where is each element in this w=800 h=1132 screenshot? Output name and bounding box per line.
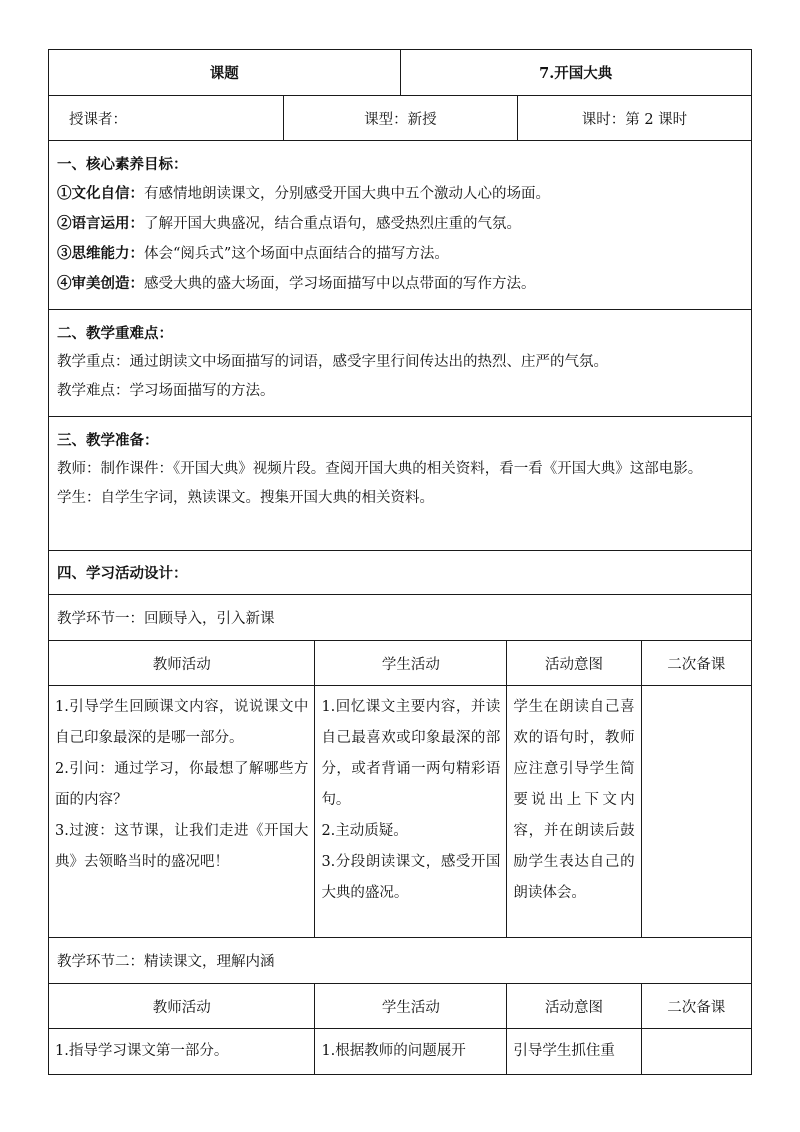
topic-label: 课题 xyxy=(49,50,401,96)
segment2-title-table xyxy=(48,937,752,984)
segment2-teacher-cell xyxy=(49,1029,315,1075)
goal-item: ②语言运用：了解开国大典盛况，结合重点语句，感受热烈庄重的气氛。 xyxy=(57,215,521,232)
list-item: 1.回忆课文主要内容，并读自己最喜欢或印象最深的部分，或者背诵一两句精彩语句。 xyxy=(321,699,501,808)
list-item: 3.过渡：这节课，让我们走进《开国大典》去领略当时的盛况吧！ xyxy=(55,823,309,870)
keypoint-line: 教学难点：学习场面描写的方法。 xyxy=(57,383,275,399)
col-notes: 二次备课 xyxy=(641,984,751,1029)
segment1-notes-cell xyxy=(641,686,751,938)
lesson-plan-sheet xyxy=(48,49,752,1075)
activity-title: 四、学习活动设计： xyxy=(49,551,752,595)
col-notes: 二次备课 xyxy=(641,641,751,686)
header-table xyxy=(48,49,752,96)
goal-item: ①文化自信：有感情地朗读课文，分别感受开国大典中五个激动人心的场面。 xyxy=(57,185,550,202)
prep-line: 学生：自学生字词，熟读课文。搜集开国大典的相关资料。 xyxy=(57,490,434,506)
segment2-student-cell xyxy=(315,1029,507,1075)
segment2-table xyxy=(48,983,752,1075)
col-teacher-activity: 教师活动 xyxy=(49,641,315,686)
goals-section xyxy=(49,141,752,310)
list-item: 1.根据教师的问题展开 xyxy=(321,1043,466,1059)
segment1-table xyxy=(48,640,752,938)
sections-table xyxy=(48,140,752,641)
list-item: 2.主动质疑。 xyxy=(321,823,408,839)
lesson-type: 课型：新授 xyxy=(283,96,517,141)
segment1-student-cell xyxy=(315,686,507,938)
col-intent: 活动意图 xyxy=(507,641,641,686)
col-intent: 活动意图 xyxy=(507,984,641,1029)
segment1-teacher-cell xyxy=(49,686,315,938)
keypoints-section xyxy=(49,310,752,417)
col-student-activity: 学生活动 xyxy=(315,641,507,686)
topic-value: 7.开国大典 xyxy=(400,50,752,96)
segment1-title: 教学环节一：回顾导入，引入新课 xyxy=(49,595,752,641)
goals-title: 一、核心素养目标： xyxy=(57,156,188,173)
lesson-time: 课时：第 2 课时 xyxy=(517,96,751,141)
prep-line: 教师：制作课件：《开国大典》视频片段。查阅开国大典的相关资料，看一看《开国大典》这部电影。 xyxy=(57,461,703,477)
goal-item: ③思维能力：体会“阅兵式”这个场面中点面结合的描写方法。 xyxy=(57,245,449,262)
prep-title: 三、教学准备： xyxy=(57,432,159,449)
col-teacher-activity: 教师活动 xyxy=(49,984,315,1029)
segment2-notes-cell xyxy=(641,1029,751,1075)
list-item: 2.引问：通过学习，你最想了解哪些方面的内容？ xyxy=(55,761,309,808)
segment2-intent-cell: 引导学生抓住重 xyxy=(507,1029,641,1075)
col-student-activity: 学生活动 xyxy=(315,984,507,1029)
teacher-field: 授课者： xyxy=(49,96,284,141)
segment2-title: 教学环节二：精读课文，理解内涵 xyxy=(49,938,752,984)
keypoints-title: 二、教学重难点： xyxy=(57,325,173,342)
list-item: 1.指导学习课文第一部分。 xyxy=(55,1043,229,1059)
prep-section xyxy=(49,417,752,551)
list-item: 3.分段朗读课文，感受开国大典的盛况。 xyxy=(321,854,501,901)
segment1-intent-cell: 学生在朗读自己喜欢的语句时，教师应注意引导学生简要说出上下文内容，并在朗读后鼓励学生表达自己的朗读体会。 xyxy=(507,686,641,938)
meta-table xyxy=(48,95,752,141)
goal-item: ④审美创造：感受大典的盛大场面，学习场面描写中以点带面的写作方法。 xyxy=(57,275,536,292)
list-item: 1.引导学生回顾课文内容，说说课文中自己印象最深的是哪一部分。 xyxy=(55,699,309,746)
keypoint-line: 教学重点：通过朗读文中场面描写的词语，感受字里行间传达出的热烈、庄严的气氛。 xyxy=(57,354,608,370)
